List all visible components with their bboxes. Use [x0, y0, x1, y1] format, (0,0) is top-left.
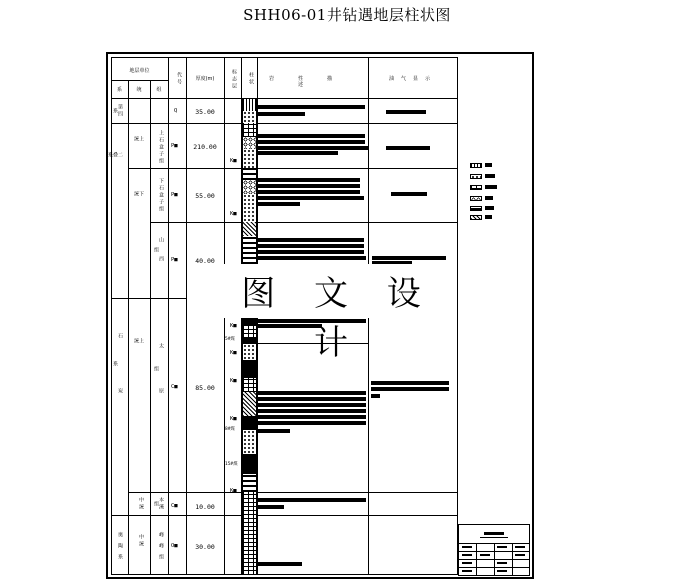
- desc-line: [258, 190, 360, 194]
- desc-line: [258, 178, 360, 182]
- header-sub-line: [111, 80, 168, 81]
- thickness-q: 35.00: [195, 108, 215, 116]
- system-ordovician: 奥陶系: [117, 531, 123, 565]
- lith-interbed: [242, 236, 257, 264]
- header-lithology: 岩性描述: [268, 76, 356, 88]
- mark-label: K■: [230, 378, 237, 384]
- desc-line: [258, 415, 366, 419]
- title-block-cell: [480, 554, 490, 556]
- lith-gravel: [242, 180, 257, 194]
- desc-line: [258, 134, 365, 138]
- system-carboniferous: 石炭系: [112, 333, 123, 443]
- legend-label: [485, 163, 492, 167]
- watermark-text: 图 文 设 计: [241, 274, 435, 363]
- desc-line: [258, 391, 366, 395]
- col-line-3: [168, 57, 169, 575]
- desc-line: [258, 397, 366, 401]
- series-permian-lower: 下统: [133, 190, 144, 276]
- lith-mudstone: [242, 492, 257, 515]
- series-carb-middle: 中统: [138, 497, 144, 511]
- legend-swatch: [470, 174, 482, 179]
- desc-line: [258, 250, 364, 254]
- header-group: 组: [156, 87, 162, 93]
- lith-sand: [242, 111, 257, 123]
- mark-label: K■: [230, 350, 237, 356]
- row-boundary-c-upper: [128, 492, 458, 493]
- oil-line: [386, 110, 426, 114]
- legend-label: [485, 215, 492, 219]
- lith-gravel: [242, 137, 257, 149]
- title-block-cell: [462, 554, 472, 556]
- desc-line: [258, 238, 364, 242]
- desc-line: [258, 196, 364, 200]
- title-block-cell: [462, 570, 472, 572]
- desc-line: [258, 421, 366, 425]
- oil-line: [371, 394, 380, 398]
- code-p3: P■: [171, 257, 178, 263]
- group-benxi: 本溪组: [153, 497, 164, 511]
- legend-swatch: [470, 196, 482, 201]
- lith-interbed: [242, 474, 257, 492]
- group-fengfeng: 峰峰组: [158, 531, 164, 565]
- legend-swatch: [470, 215, 482, 220]
- lith-sandstone: [242, 149, 257, 168]
- lith-dolomite: [242, 515, 257, 575]
- mark-label: K■: [230, 416, 237, 422]
- thickness-p3: 40.00: [195, 257, 215, 265]
- header-bottom-line: [111, 98, 458, 99]
- system-permian: 二叠系: [107, 151, 123, 201]
- code-p1: P■: [171, 143, 178, 149]
- row-boundary-series: [128, 168, 150, 169]
- lith-sandstone: [242, 430, 257, 454]
- series-ord-middle: 中统: [138, 534, 144, 548]
- desc-line: [258, 505, 284, 509]
- row-boundary-p-lower: [150, 222, 458, 223]
- legend-label: [485, 206, 494, 210]
- header-thickness: 厚度(m): [195, 76, 215, 82]
- oil-line: [386, 146, 430, 150]
- oil-line: [391, 192, 427, 196]
- legend-swatch: [470, 206, 482, 211]
- lith-siltstone: [242, 222, 257, 236]
- desc-line: [258, 105, 365, 109]
- series-carb-upper: 上统: [133, 337, 144, 423]
- desc-line: [258, 498, 366, 502]
- code-o: O■: [171, 543, 178, 549]
- mark-label: K■: [230, 211, 237, 217]
- mark-label: K■: [230, 323, 237, 329]
- system-quaternary: 第四系: [112, 104, 123, 118]
- title-block-cell: [497, 562, 507, 564]
- desc-line: [258, 256, 366, 260]
- code-c2: C■: [171, 503, 178, 509]
- header-series: 统: [136, 87, 142, 93]
- desc-line: [258, 562, 302, 566]
- header-system: 系: [116, 87, 122, 93]
- legend-swatch: [470, 163, 482, 168]
- group-taiyuan: 太原组: [153, 343, 164, 433]
- code-q: Q: [174, 108, 178, 114]
- desc-line: [258, 244, 364, 248]
- title-block-underline: [480, 537, 508, 538]
- legend-label: [485, 174, 495, 178]
- header-unit-group: 地层单位: [129, 68, 150, 74]
- group-shanxi: 山西组: [153, 237, 164, 275]
- legend-label: [485, 196, 493, 200]
- col-line-2: [150, 80, 151, 575]
- desc-line: [258, 409, 366, 413]
- header-column: 柱状: [248, 72, 254, 86]
- thickness-c1: 85.00: [195, 384, 215, 392]
- col-line-4: [186, 57, 187, 575]
- thickness-p1: 210.00: [193, 143, 217, 151]
- lith-sandstone: [242, 194, 257, 222]
- thickness-p2: 55.00: [195, 192, 215, 200]
- desc-line: [258, 146, 368, 150]
- lith-loess: [242, 99, 257, 111]
- title-block-divider: [476, 543, 477, 575]
- row-boundary-carbon: [111, 515, 458, 516]
- code-p2: P■: [171, 192, 178, 198]
- title-block-divider: [512, 543, 513, 575]
- title-block-divider: [494, 543, 495, 575]
- header-oil: 油气显示: [388, 76, 437, 82]
- lith-coal: [242, 416, 257, 430]
- desc-line: [258, 184, 360, 188]
- lith-coal: [242, 454, 257, 474]
- mark-label: 15#煤: [225, 462, 238, 467]
- desc-line: [258, 112, 305, 116]
- title-block-cell: [515, 554, 525, 556]
- mark-label: K■: [230, 158, 237, 164]
- desc-line: [258, 403, 366, 407]
- header-code: 代号: [176, 72, 182, 86]
- title-block-cell: [497, 546, 507, 548]
- series-permian-upper: 上统: [133, 135, 144, 161]
- title-block-cell: [462, 562, 472, 564]
- desc-line: [258, 140, 365, 144]
- oil-line: [371, 381, 449, 385]
- code-c1: C■: [171, 384, 178, 390]
- row-boundary-q: [111, 123, 458, 124]
- lith-siltstone: [242, 392, 257, 416]
- title-block-cell: [462, 546, 472, 548]
- oil-line: [372, 256, 446, 260]
- group-upper-shihezi: 上石盒子组: [158, 129, 164, 165]
- oil-line: [371, 387, 449, 391]
- header-mark: 标志层: [231, 68, 237, 90]
- group-lower-shihezi: 下石盒子组: [158, 177, 164, 213]
- desc-line: [258, 429, 290, 433]
- lith-limestone: [242, 378, 257, 392]
- legend-swatch: [470, 185, 482, 190]
- thickness-c2: 10.00: [195, 503, 215, 511]
- mark-label: 5#煤: [225, 337, 235, 342]
- row-boundary-permian: [111, 298, 186, 299]
- lith-interbed: [242, 168, 257, 180]
- mark-label: K■: [230, 488, 237, 494]
- title-block-cell: [515, 546, 525, 548]
- thickness-o: 30.00: [195, 543, 215, 551]
- title-block-cell: [497, 570, 507, 572]
- desc-line: [258, 151, 338, 155]
- mark-label: 8#煤: [225, 427, 235, 432]
- desc-line: [258, 202, 300, 206]
- lith-mudstone: [242, 123, 257, 137]
- title-block-heading: [484, 532, 504, 535]
- page-title: SHH06-01井钻遇地层柱状图: [243, 6, 451, 24]
- legend-label: [485, 185, 497, 189]
- row-boundary-p-upper: [150, 168, 458, 169]
- col-line-1: [128, 80, 129, 575]
